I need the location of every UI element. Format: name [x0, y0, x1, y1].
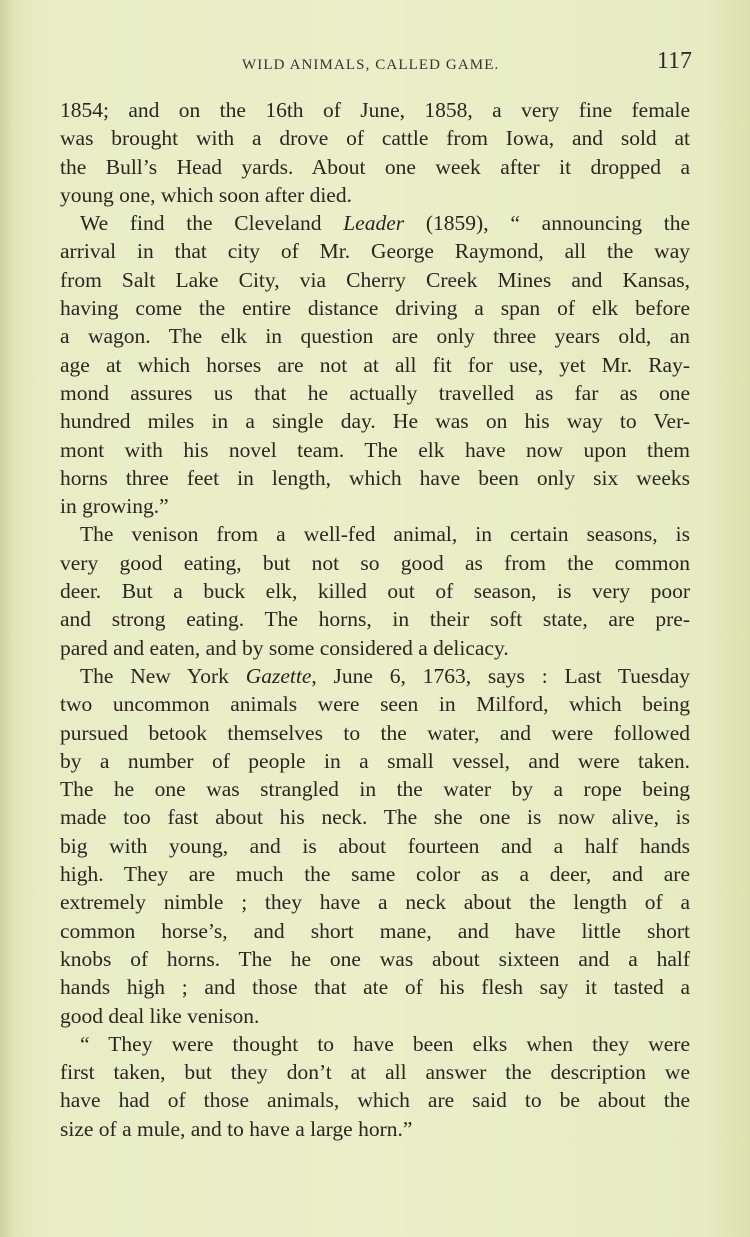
italic-title: Gazette	[245, 663, 312, 688]
text-line: extremely nimble ; they have a neck about the length of a	[60, 890, 690, 915]
text-line: mont with his novel team. The elk have now upon them	[60, 437, 690, 462]
text-line: a wagon. The elk in question are only three years old, an	[60, 324, 690, 349]
text-line: knobs of horns. The he one was about sixteen and a half	[60, 946, 690, 971]
text-line: made too fast about his neck. The she one is now alive, is	[60, 805, 690, 830]
text-line: big with young, and is about fourteen and a half hands	[60, 833, 690, 858]
page-number: 117	[656, 48, 692, 74]
text-line: good deal like venison.	[60, 1003, 260, 1028]
text-line: the Bull’s Head yards. About one week after it dropped a	[60, 154, 690, 179]
text-line: arrival in that city of Mr. George Raymond, all the way	[60, 239, 690, 264]
text-line	[60, 662, 690, 690]
italic-title: Leader	[343, 211, 405, 236]
body-text	[60, 96, 690, 1143]
page-header	[0, 48, 750, 84]
running-head: WILD ANIMALS, CALLED GAME.	[242, 57, 500, 73]
text-segment: , June 6, 1763, says : Last Tuesday	[311, 663, 690, 688]
text-line: pared and eaten, and by some considered a delicacy.	[60, 635, 509, 660]
text-line: age at which horses are not at all fit for use, yet Mr. Ray-	[60, 352, 690, 377]
text-line: The he one was strangled in the water by a rope being	[60, 777, 690, 802]
text-segment: (1859), “ announcing the	[404, 211, 690, 236]
text-line: mond assures us that he actually travelled as far as one	[60, 380, 690, 405]
text-line: “ They were thought to have been elks when they were	[80, 1031, 690, 1056]
text-line: horns three feet in length, which have been only six weeks	[60, 465, 690, 490]
text-line	[60, 209, 690, 237]
text-segment: The New York	[80, 663, 246, 688]
text-line: from Salt Lake City, via Cherry Creek Mines and Kansas,	[60, 267, 690, 292]
text-line: hundred miles in a single day. He was on his way to Ver-	[60, 409, 690, 434]
text-segment: We find the Cleveland	[80, 211, 344, 236]
text-line: in growing.”	[60, 494, 169, 519]
text-line: having come the entire distance driving a span of elk before	[60, 296, 690, 321]
text-line: 1854; and on the 16th of June, 1858, a very fine female	[60, 98, 690, 122]
text-line: was brought with a drove of cattle from Iowa, and sold at	[60, 126, 690, 151]
text-line: The venison from a well-fed animal, in certain seasons, is	[80, 522, 690, 547]
text-line: young one, which soon after died.	[60, 182, 352, 207]
text-line: hands high ; and those that ate of his flesh say it tasted a	[60, 975, 690, 1000]
text-line: by a number of people in a small vessel, and were taken.	[60, 748, 690, 773]
text-line: deer. But a buck elk, killed out of season, is very poor	[60, 579, 690, 604]
text-line: common horse’s, and short mane, and have little short	[60, 918, 690, 943]
text-line: and strong eating. The horns, in their soft state, are pre-	[60, 607, 690, 632]
page-fold-shadow	[0, 0, 14, 1237]
text-line: first taken, but they don’t at all answer the description we	[60, 1060, 690, 1085]
text-line: high. They are much the same color as a deer, and are	[60, 862, 690, 887]
text-line: very good eating, but not so good as from the common	[60, 550, 690, 575]
text-line: two uncommon animals were seen in Milford, which being	[60, 692, 690, 717]
text-line: pursued betook themselves to the water, and were followed	[60, 720, 690, 745]
text-line: have had of those animals, which are said to be about the	[60, 1088, 690, 1113]
text-line: size of a mule, and to have a large horn.”	[60, 1116, 413, 1141]
